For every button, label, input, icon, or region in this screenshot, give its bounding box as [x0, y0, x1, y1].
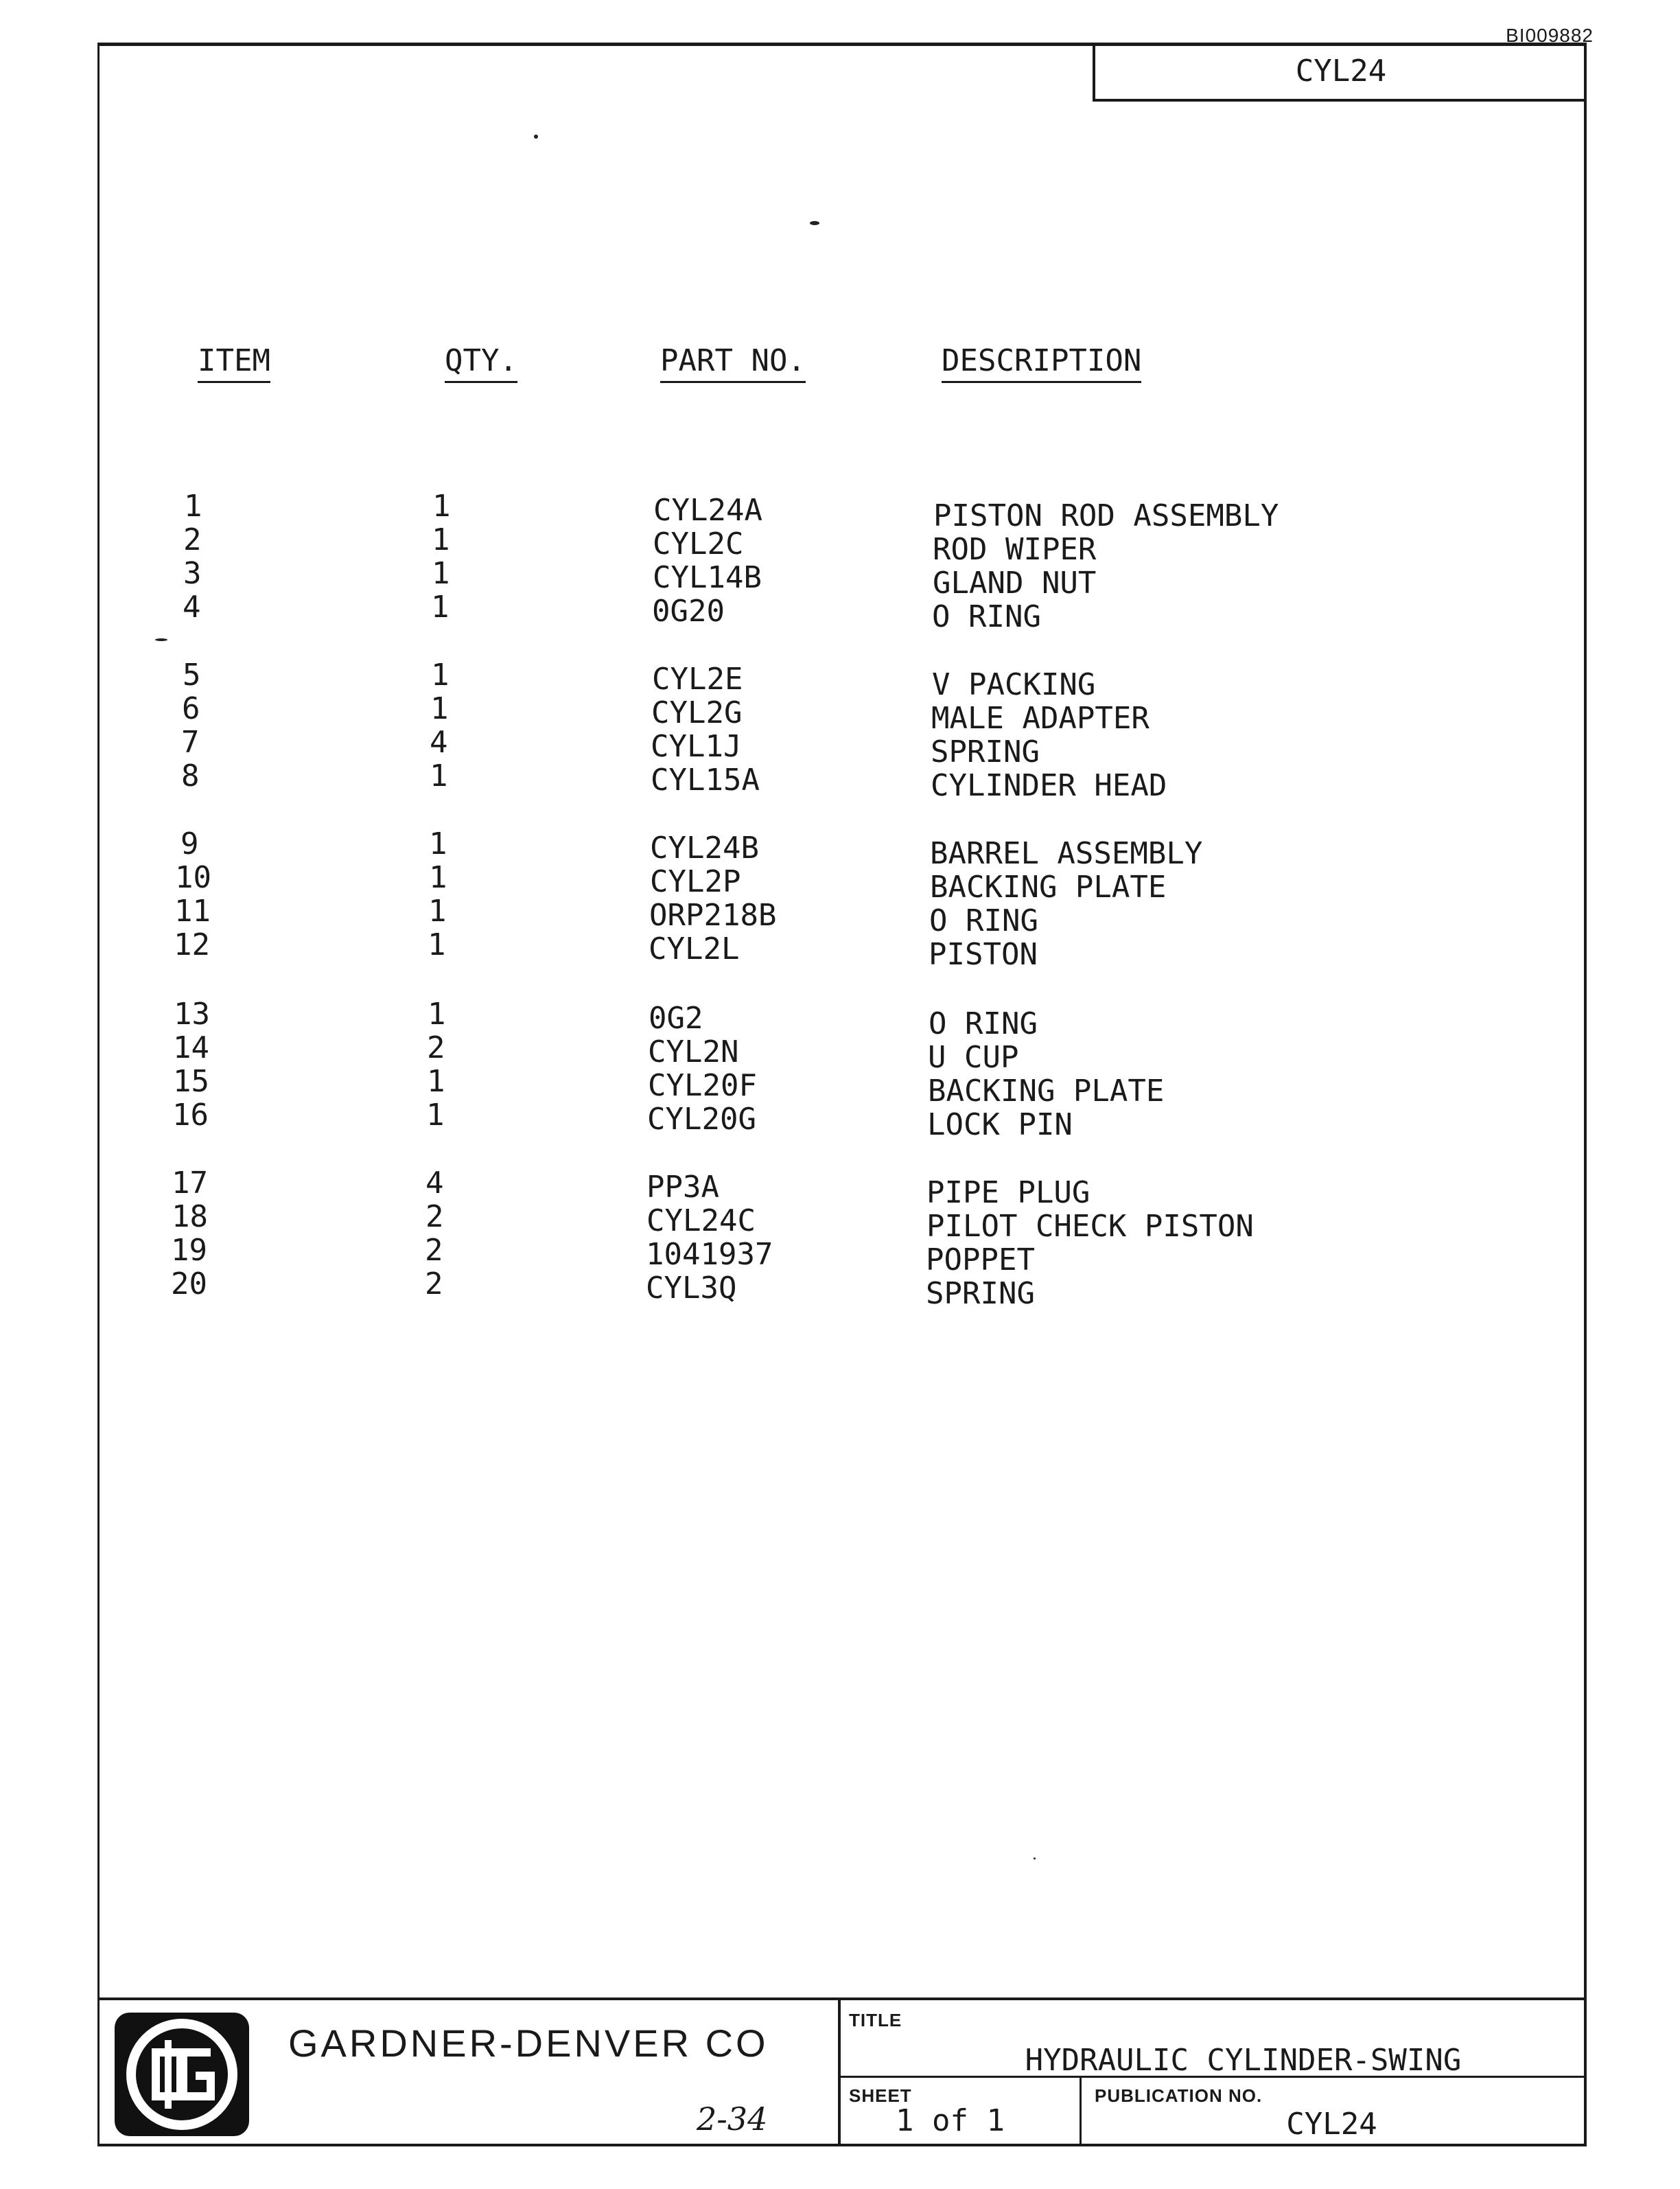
row-item-number: 17 — [172, 1166, 208, 1201]
row-item-number: 8 — [181, 758, 200, 794]
row-description: ROD WIPER — [933, 532, 1097, 567]
row-item-number: 1 — [184, 489, 202, 524]
row-part-number: CYL1J — [651, 729, 742, 764]
row-quantity: 1 — [430, 758, 448, 794]
row-description: V PACKING — [932, 667, 1096, 702]
row-part-number: CYL3Q — [646, 1271, 737, 1306]
scan-speck — [534, 135, 538, 139]
column-header-description: DESCRIPTION — [942, 343, 1141, 383]
row-part-number: CYL2C — [653, 526, 744, 561]
row-description: SPRING — [926, 1276, 1035, 1311]
row-part-number: 0G2 — [649, 1001, 703, 1036]
row-quantity: 1 — [426, 1098, 445, 1133]
column-header-qty: QTY. — [445, 343, 517, 383]
row-description: BACKING PLATE — [930, 870, 1167, 905]
row-part-number: CYL24C — [646, 1203, 756, 1238]
row-description: O RING — [929, 1006, 1038, 1041]
row-item-number: 9 — [180, 826, 199, 861]
row-description: O RING — [929, 903, 1038, 938]
publication-number-box: CYL24 — [1093, 43, 1587, 102]
row-quantity: 1 — [427, 1064, 445, 1099]
row-quantity: 1 — [431, 658, 450, 693]
row-part-number: CYL20F — [648, 1068, 757, 1103]
row-quantity: 1 — [432, 556, 450, 591]
column-header-item: ITEM — [198, 343, 270, 383]
row-quantity: 1 — [430, 691, 449, 726]
row-part-number: CYL14B — [653, 560, 762, 595]
row-quantity: 1 — [432, 489, 451, 524]
row-quantity: 1 — [429, 860, 447, 895]
row-item-number: 5 — [183, 658, 201, 693]
row-quantity: 2 — [427, 1030, 445, 1065]
row-item-number: 15 — [173, 1064, 209, 1099]
drawing-title: HYDRAULIC CYLINDER-SWING — [1025, 2043, 1462, 2078]
title-block — [100, 1997, 1584, 2144]
handwritten-signature: 2-34 — [697, 2100, 768, 2138]
gardner-denver-logo-icon — [115, 2013, 249, 2136]
row-quantity: 2 — [425, 1233, 443, 1268]
row-quantity: 1 — [432, 522, 450, 557]
row-part-number: CYL2L — [649, 931, 740, 966]
row-item-number: 12 — [174, 927, 210, 962]
row-item-number: 3 — [183, 556, 202, 591]
company-name: GARDNER-DENVER CO — [288, 2022, 769, 2065]
row-description: O RING — [932, 599, 1041, 634]
row-part-number: CYL15A — [651, 763, 760, 798]
row-quantity: 1 — [428, 997, 446, 1032]
row-item-number: 6 — [182, 691, 200, 726]
row-quantity: 1 — [428, 927, 446, 962]
row-description: BACKING PLATE — [928, 1074, 1165, 1109]
drawing-frame — [97, 43, 1587, 2146]
row-description: PISTON — [929, 937, 1038, 972]
row-quantity: 4 — [430, 725, 448, 760]
row-item-number: 4 — [183, 590, 201, 625]
scan-speck — [810, 221, 819, 225]
row-item-number: 18 — [172, 1199, 208, 1234]
row-part-number: CYL20G — [647, 1102, 756, 1137]
row-description: MALE ADAPTER — [931, 701, 1150, 736]
row-quantity: 1 — [429, 826, 447, 861]
row-item-number: 2 — [183, 522, 202, 557]
row-description: PIPE PLUG — [926, 1175, 1090, 1210]
sheet-value: 1 of 1 — [896, 2103, 1005, 2138]
row-part-number: 0G20 — [652, 594, 725, 629]
row-part-number: 1041937 — [646, 1237, 773, 1272]
publication-value: CYL24 — [1286, 2107, 1377, 2142]
row-part-number: ORP218B — [649, 898, 777, 933]
row-item-number: 11 — [174, 894, 211, 929]
row-description: PILOT CHECK PISTON — [926, 1209, 1254, 1244]
row-part-number: CYL2E — [652, 662, 743, 697]
row-quantity: 1 — [428, 894, 447, 929]
row-part-number: CYL2P — [650, 864, 741, 899]
row-description: U CUP — [928, 1040, 1019, 1075]
row-quantity: 4 — [425, 1166, 444, 1201]
row-description: SPRING — [931, 734, 1040, 769]
scan-speck — [1034, 1857, 1036, 1860]
title-label: TITLE — [849, 2010, 902, 2030]
row-part-number: CYL2N — [648, 1034, 739, 1069]
row-part-number: CYL24A — [653, 493, 762, 528]
row-part-number: CYL24B — [650, 831, 759, 866]
row-part-number: CYL2G — [651, 695, 743, 730]
row-description: CYLINDER HEAD — [931, 768, 1167, 803]
row-description: GLAND NUT — [933, 566, 1097, 601]
row-item-number: 19 — [171, 1233, 207, 1268]
row-item-number: 20 — [171, 1266, 207, 1301]
column-header-part-no: PART NO. — [660, 343, 806, 383]
sheet-label: SHEET — [849, 2085, 912, 2106]
row-quantity: 1 — [431, 590, 450, 625]
scan-speck — [155, 638, 167, 641]
row-description: PISTON ROD ASSEMBLY — [933, 498, 1279, 533]
row-quantity: 2 — [425, 1266, 443, 1301]
row-item-number: 10 — [175, 860, 211, 895]
row-description: POPPET — [926, 1242, 1035, 1277]
row-quantity: 2 — [425, 1199, 444, 1234]
publication-label: PUBLICATION NO. — [1095, 2085, 1263, 2106]
row-description: BARREL ASSEMBLY — [930, 836, 1203, 871]
row-description: LOCK PIN — [927, 1107, 1073, 1142]
row-item-number: 13 — [174, 997, 210, 1032]
row-item-number: 16 — [172, 1098, 209, 1133]
row-part-number: PP3A — [646, 1170, 719, 1205]
row-item-number: 7 — [181, 725, 200, 760]
row-item-number: 14 — [173, 1030, 209, 1065]
document-id: BI009882 — [1506, 25, 1594, 46]
